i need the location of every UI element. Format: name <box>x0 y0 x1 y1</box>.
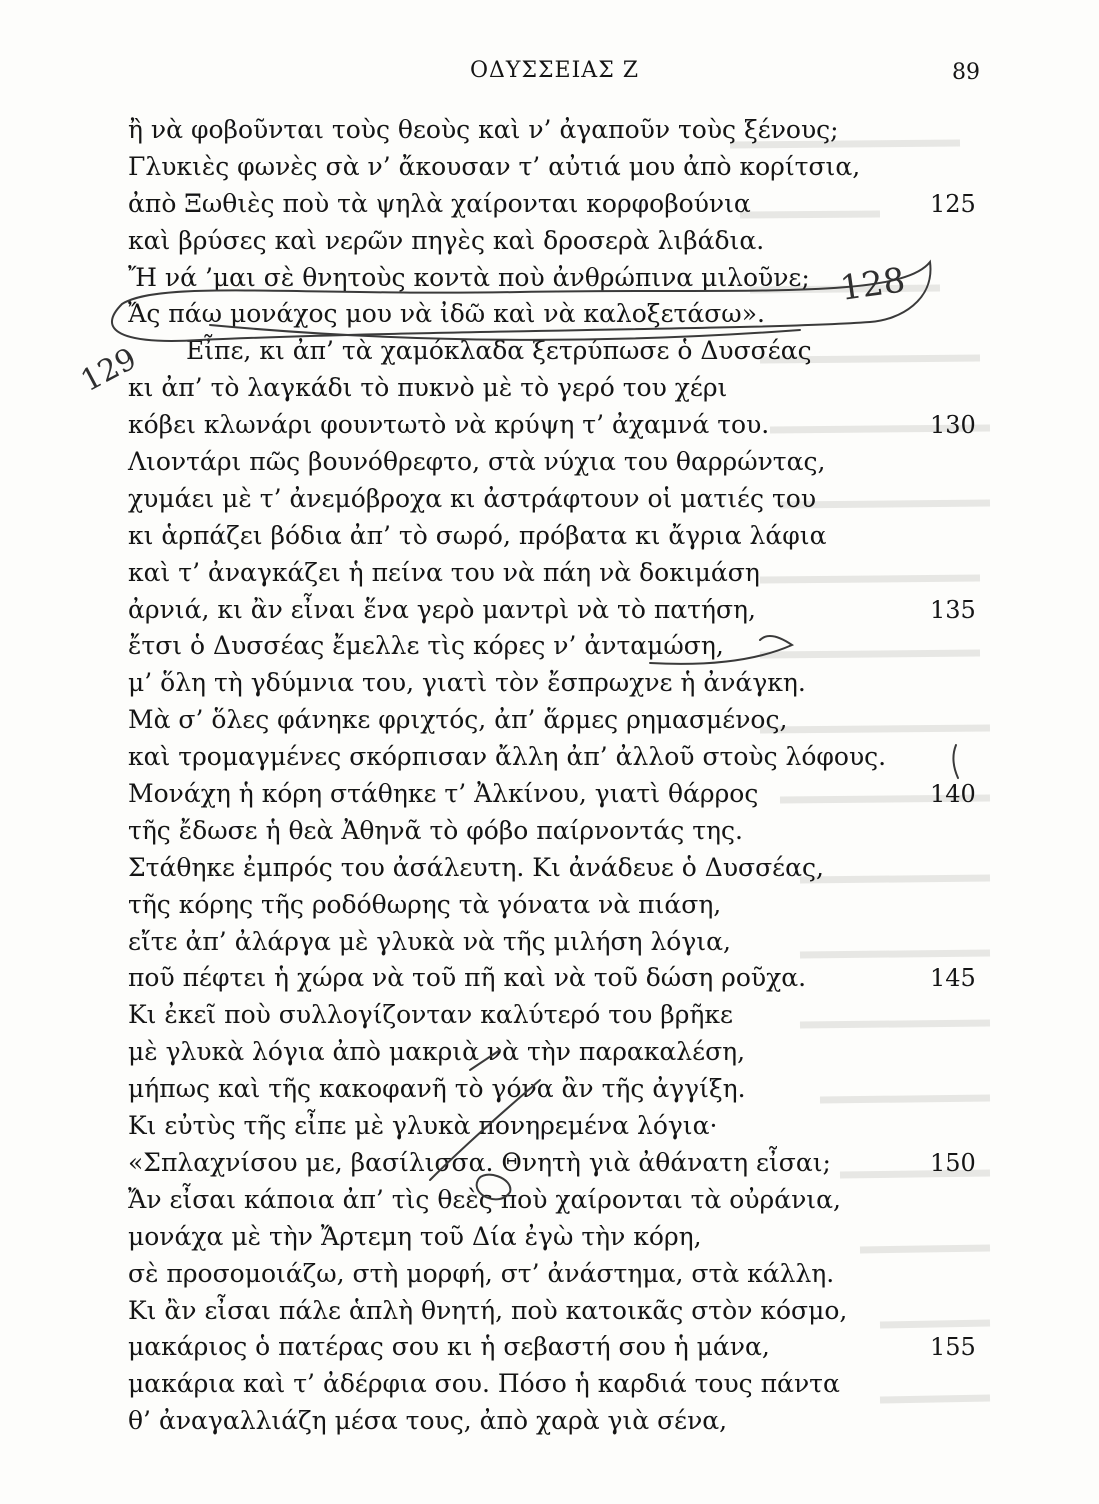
running-head <box>0 58 1099 88</box>
verse-line <box>128 518 1028 555</box>
verse-line <box>128 296 1028 333</box>
verse-text: Ἤ νά ’μαι σὲ θνητοὺς κοντὰ ποὺ ἀνθρώπινα μιλοῦνε; <box>128 262 810 292</box>
margin-note-left: 129 <box>75 341 143 400</box>
verse-text: καὶ τ’ ἀναγκάζει ἡ πείνα του νὰ πάη νὰ δοκιμάση <box>128 557 760 587</box>
line-number: 140 <box>930 780 976 809</box>
verse-line <box>128 1256 1028 1293</box>
verse-line <box>128 1219 1028 1256</box>
verse-line <box>128 850 1028 887</box>
line-number: 135 <box>930 595 976 624</box>
verse-line <box>128 1034 1028 1071</box>
verse-line <box>128 444 1028 481</box>
verse-line <box>128 260 1028 297</box>
verse-text: μονάχα μὲ τὴν Ἄρτεμη τοῦ Δία ἐγὼ τὴν κόρη, <box>128 1221 702 1251</box>
verse-text: Κι ἐκεῖ ποὺ συλλογίζονταν καλύτερό του βρῆκε <box>128 1000 733 1030</box>
verse-text: Λιοντάρι πῶς βουνόθρεφτο, στὰ νύχια του θαρρώντας, <box>128 447 826 477</box>
running-title: ΟΔΥΣΣΕΙΑΣ Ζ <box>470 58 640 83</box>
verse-line <box>128 1366 1028 1403</box>
verse-text: μακάρια καὶ τ’ ἀδέρφια σου. Πόσο ἡ καρδιά τους πάντα <box>128 1369 840 1399</box>
verse-line <box>128 1145 1028 1182</box>
verse-line <box>128 813 1028 850</box>
verse-text: μ’ ὅλη τὴ γδύμνια του, γιατὶ τὸν ἔσπρωχνε ἡ ἀνάγκη. <box>128 668 806 698</box>
verse-block <box>128 112 1028 1440</box>
verse-text: τῆς ἔδωσε ἡ θεὰ Ἀθηνᾶ τὸ φόβο παίρνοντάς της. <box>128 815 743 845</box>
line-number: 145 <box>930 964 976 993</box>
verse-text: ποῦ πέφτει ἡ χώρα νὰ τοῦ πῆ καὶ νὰ τοῦ δώση ροῦχα. <box>128 963 807 993</box>
verse-line <box>128 1329 1028 1366</box>
verse-text: ἢ νὰ φοβοῦνται τοὺς θεοὺς καὶ ν’ ἀγαποῦν τοὺς ξένους; <box>128 115 839 144</box>
verse-line <box>128 1293 1028 1330</box>
verse-text: ἀρνιά, κι ἂν εἶναι ἕνα γερὸ μαντρὶ νὰ τὸ πατήση, <box>128 594 756 624</box>
verse-text: τῆς κόρης τῆς ροδόθωρης τὰ γόνατα νὰ πιάση, <box>128 889 722 919</box>
verse-line <box>128 665 1028 702</box>
verse-line <box>128 112 1028 149</box>
verse-text: Μονάχη ἡ κόρη στάθηκε τ’ Ἀλκίνου, γιατὶ θάρρος <box>128 779 759 809</box>
verse-text: Στάθηκε ἐμπρός του ἀσάλευτη. Κι ἀνάδευε ὁ Δυσσέας, <box>128 852 824 882</box>
line-number: 125 <box>930 189 976 218</box>
verse-text: εἴτε ἀπ’ ἀλάργα μὲ γλυκὰ νὰ τῆς μιλήση λόγια, <box>128 926 731 956</box>
verse-text: Κι εὐτὺς τῆς εἶπε μὲ γλυκὰ πονηρεμένα λόγια· <box>128 1111 718 1141</box>
verse-line <box>128 481 1028 518</box>
verse-line <box>128 1182 1028 1219</box>
verse-text: κι ἁρπάζει βόδια ἀπ’ τὸ σωρό, πρόβατα κι ἄγρια λάφια <box>128 520 827 550</box>
verse-text: καὶ τρομαγμένες σκόρπισαν ἄλλη ἀπ’ ἀλλοῦ στοὺς λόφους. <box>128 742 887 772</box>
line-number: 150 <box>930 1148 976 1177</box>
verse-text: χυμάει μὲ τ’ ἀνεμόβροχα κι ἀστράφτουν οἱ ματιές του <box>128 483 817 513</box>
verse-text: Ἄς πάω μονάχος μου νὰ ἰδῶ καὶ νὰ καλοξετάσω». <box>128 299 765 329</box>
verse-text: μήπως καὶ τῆς κακοφανῆ τὸ γόνα ἂν τῆς ἀγγίξη. <box>128 1074 746 1104</box>
verse-text: «Σπλαχνίσου με, βασίλισσα. Θνητὴ γιὰ ἀθάνατη εἶσαι; <box>128 1147 831 1177</box>
verse-text: καὶ βρύσες καὶ νερῶν πηγὲς καὶ δροσερὰ λιβάδια. <box>128 225 765 255</box>
verse-line <box>128 186 1028 223</box>
verse-line <box>128 149 1028 186</box>
verse-line <box>128 555 1028 592</box>
verse-line <box>128 1071 1028 1108</box>
verse-line <box>128 739 1028 776</box>
verse-line <box>128 592 1028 629</box>
page-number: 89 <box>952 60 980 85</box>
verse-line <box>128 776 1028 813</box>
verse-line <box>128 370 1028 407</box>
verse-text: Εἶπε, κι ἀπ’ τὰ χαμόκλαδα ξετρύπωσε ὁ Δυσσέας <box>186 336 812 366</box>
verse-text: Γλυκιὲς φωνὲς σὰ ν’ ἄκουσαν τ’ αὐτιά μου ἀπὸ κορίτσια, <box>128 151 861 181</box>
verse-text: ἀπὸ Ξωθιὲς ποὺ τὰ ψηλὰ χαίρονται κορφοβούνια <box>128 188 751 218</box>
verse-text: Κι ἂν εἶσαι πάλε ἁπλὴ θνητή, ποὺ κατοικᾶς στὸν κόσμο, <box>128 1295 848 1325</box>
verse-line <box>128 924 1028 961</box>
line-number: 130 <box>930 411 976 440</box>
line-number: 155 <box>930 1333 976 1362</box>
verse-line <box>128 1403 1028 1440</box>
verse-text: μακάριος ὁ πατέρας σου κι ἡ σεβαστή σου ἡ μάνα, <box>128 1332 770 1362</box>
verse-text: θ’ ἀναγαλλιάζη μέσα τους, ἀπὸ χαρὰ γιὰ σένα, <box>128 1406 728 1436</box>
verse-line <box>128 960 1028 997</box>
verse-line <box>128 628 1028 665</box>
verse-text: μὲ γλυκὰ λόγια ἀπὸ μακριὰ νὰ τὴν παρακαλέση, <box>128 1037 746 1067</box>
verse-line <box>128 997 1028 1034</box>
verse-text: ἔτσι ὁ Δυσσέας ἔμελλε τὶς κόρες ν’ ἀνταμώση, <box>128 631 724 661</box>
verse-line <box>128 333 1028 370</box>
verse-line <box>128 223 1028 260</box>
verse-text: κόβει κλωνάρι φουντωτὸ νὰ κρύψη τ’ ἀχαμνά του. <box>128 410 770 440</box>
verse-text: σὲ προσομοιάζω, στὴ μορφή, στ’ ἀνάστημα, στὰ κάλλη. <box>128 1258 835 1288</box>
verse-line <box>128 702 1028 739</box>
verse-text: Μὰ σ’ ὅλες φάνηκε φριχτός, ἀπ’ ἅρμες ρημασμένος, <box>128 705 788 735</box>
margin-note-top: 128 <box>837 260 908 309</box>
verse-line <box>128 407 1028 444</box>
verse-text: Ἄν εἶσαι κάποια ἀπ’ τὶς θεὲς ποὺ χαίρονται τὰ οὐράνια, <box>128 1184 841 1214</box>
verse-text: κι ἀπ’ τὸ λαγκάδι τὸ πυκνὸ μὲ τὸ γερό του χέρι <box>128 373 728 403</box>
verse-line <box>128 1108 1028 1145</box>
verse-line <box>128 887 1028 924</box>
